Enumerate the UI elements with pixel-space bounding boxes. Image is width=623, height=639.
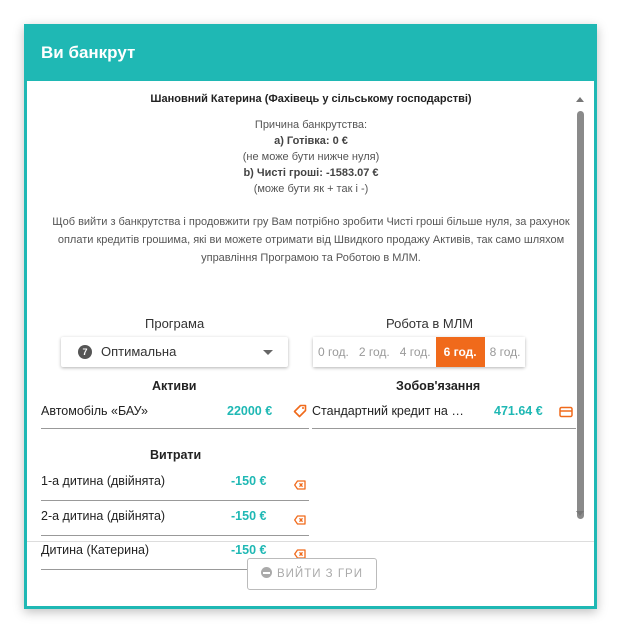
exit-game-label: ВИЙТИ З ГРИ [277, 568, 363, 580]
dialog-footer [27, 541, 594, 609]
expenses-title: Витрати [150, 448, 202, 462]
pay-card-icon[interactable] [559, 405, 573, 423]
scroll-up-arrow-icon[interactable] [576, 97, 584, 102]
reason-title: Причина банкрутства: [254, 119, 368, 131]
bankruptcy-reason [41, 117, 581, 197]
program-label: Програма [145, 316, 205, 331]
program-select[interactable] [61, 337, 288, 367]
bankrupt-dialog [24, 24, 597, 609]
mlm-hours-toggle [313, 337, 525, 367]
dialog-body[interactable] [27, 81, 594, 557]
expense-row [41, 502, 309, 536]
mlm-hour-option-0[interactable]: 0 год. [313, 337, 354, 367]
expense-name: 2-а дитина (двійнята) [41, 509, 166, 523]
liability-name: Стандартний кредит на … [312, 404, 464, 418]
assets-title: Активи [152, 379, 197, 393]
liabilities-title: Зобов'язання [396, 379, 481, 393]
liability-amount: 471.64 € [494, 404, 543, 418]
reason-cash-note: (не може бути нижче нуля) [242, 151, 380, 163]
expense-amount: -150 € [231, 543, 267, 557]
greeting-text: Шановний Катерина (Фахівець у сільському господарстві) [150, 93, 472, 105]
asset-amount: 22000 € [227, 404, 273, 418]
mlm-hour-option-8[interactable]: 8 год. [485, 337, 526, 367]
program-level-badge: 7 [78, 345, 92, 359]
explanation-text: Щоб вийти з банкрутства і продовжити гру Вам потрібно зробити Чисті гроші більше нуля, за рахунок оплати кредитів грошима, які ви можете отримати від Швидкого продажу Активів, так само шляхом управління Програмою та Роботою в МЛМ. [52, 216, 570, 264]
sell-tag-icon[interactable] [293, 404, 307, 423]
asset-row [41, 397, 309, 429]
asset-name: Автомобіль «БАУ» [41, 404, 149, 418]
reason-net: b) Чисті гроші: -1583.07 € [243, 167, 379, 179]
remove-expense-icon[interactable] [294, 477, 306, 495]
chevron-down-icon [263, 350, 273, 355]
dialog-title: Ви банкрут [27, 24, 594, 81]
exit-game-button[interactable] [247, 558, 377, 590]
expense-amount: -150 € [231, 474, 267, 488]
mlm-label: Робота в МЛМ [386, 316, 474, 331]
mlm-hour-option-2[interactable]: 2 год. [354, 337, 395, 367]
expense-name: Дитина (Катерина) [41, 543, 150, 557]
remove-expense-icon[interactable] [294, 512, 306, 530]
minus-circle-icon [261, 567, 272, 578]
vertical-scrollbar[interactable] [574, 81, 586, 541]
mlm-hour-option-6[interactable]: 6 год. [436, 337, 485, 367]
dialog-content [41, 81, 581, 267]
expense-amount: -150 € [231, 509, 267, 523]
expense-name: 1-а дитина (двійнята) [41, 474, 166, 488]
reason-cash: а) Готівка: 0 € [274, 135, 348, 147]
scrollbar-thumb[interactable] [577, 111, 584, 519]
liability-row [312, 397, 576, 429]
program-selected-value: Оптимальна [101, 344, 177, 359]
scroll-down-arrow-icon[interactable] [576, 511, 584, 516]
mlm-hour-option-4[interactable]: 4 год. [395, 337, 436, 367]
reason-net-note: (може бути як + так і -) [253, 183, 369, 195]
expense-row [41, 467, 309, 501]
